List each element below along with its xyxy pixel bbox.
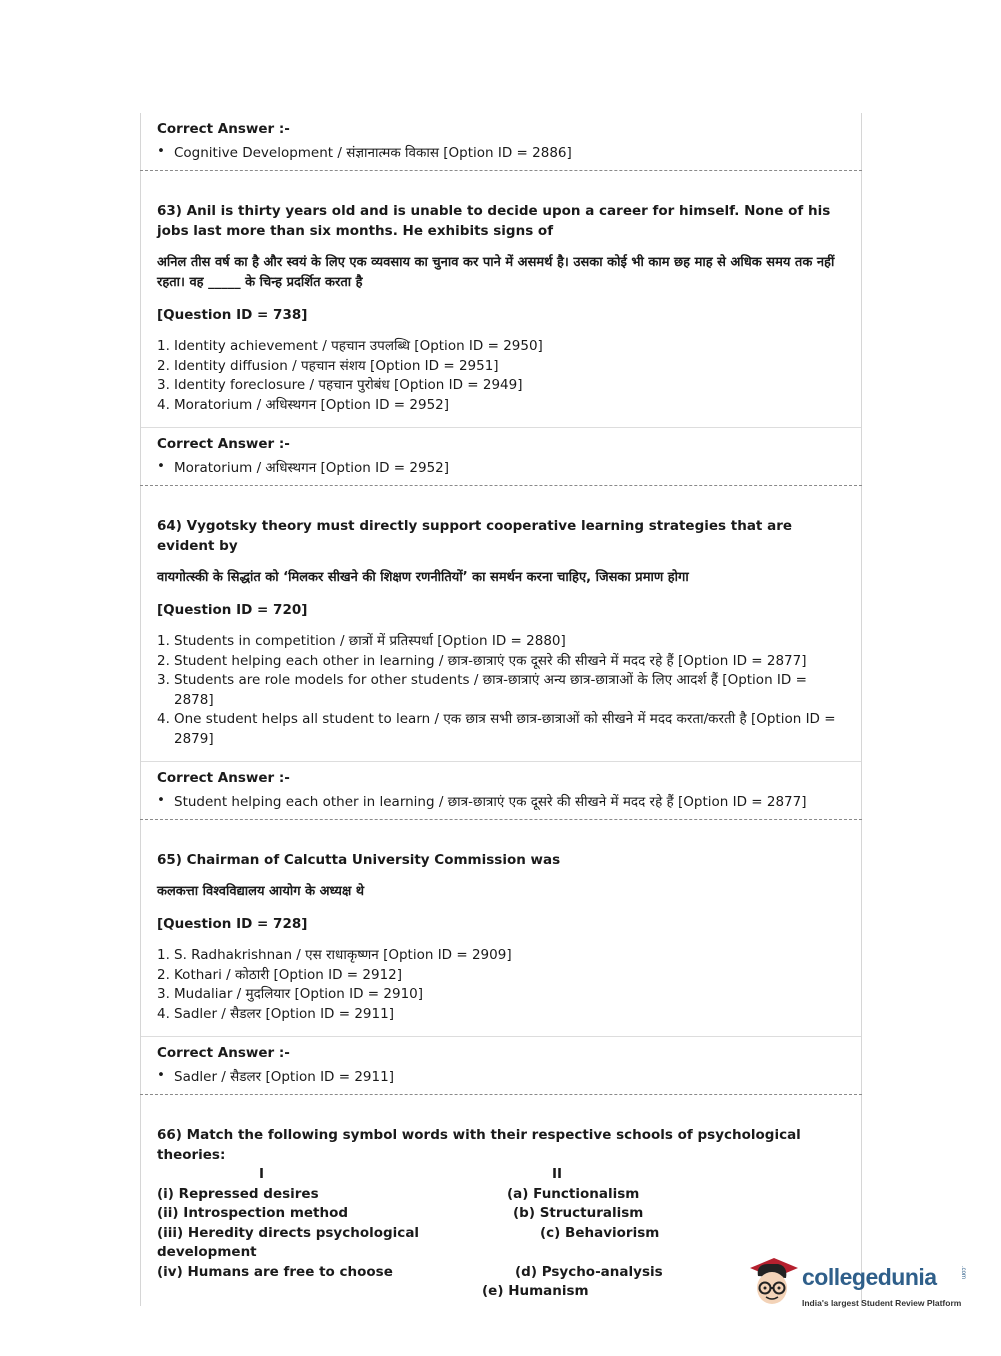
question-65-hindi-text: कलकत्ता विश्वविद्यालय आयोग के अध्यक्ष थे xyxy=(157,884,365,899)
match-left xyxy=(157,1282,507,1302)
match-right: (d) Psycho-analysis xyxy=(515,1263,663,1280)
match-row xyxy=(157,1263,845,1283)
option-number: 4. xyxy=(157,711,170,727)
question-paper-page xyxy=(140,113,862,1306)
correct-answer-label: Correct Answer :- xyxy=(157,121,290,137)
question-64-hindi-text: वायगोत्स्की के सिद्धांत को ‘मिलकर सीखने की शिक्षण रणनीतियों’ का समर्थन करना चाहिए, जिसका प्रमाण होगा xyxy=(157,570,689,585)
option-item xyxy=(157,671,845,710)
match-left: (ii) Introspection method xyxy=(157,1205,349,1221)
column-ii-header: II xyxy=(552,1166,563,1182)
correct-answer-item xyxy=(157,792,845,810)
correct-answer-text: Moratorium / अधिस्थगन [Option ID = 2952] xyxy=(174,460,450,476)
question-66-text: 66) Match the following symbol words with their respective schools of psychological theories: xyxy=(157,1127,801,1163)
correct-answer-label: Correct Answer :- xyxy=(157,1045,290,1061)
option-item xyxy=(157,966,845,986)
option-number: 4. xyxy=(157,1005,170,1022)
match-row xyxy=(157,1282,845,1302)
option-number: 1. xyxy=(157,338,170,354)
option-item xyxy=(157,985,845,1005)
option-number: 2. xyxy=(157,357,170,374)
match-right: (a) Functionalism xyxy=(507,1185,640,1202)
option-text: Kothari / कोठारी [Option ID = 2912] xyxy=(174,966,403,983)
match-right: (c) Behaviorism xyxy=(540,1224,660,1241)
correct-answer-text: Cognitive Development / संज्ञानात्मक विकास [Option ID = 2886] xyxy=(174,145,572,161)
mascot-icon xyxy=(744,1250,800,1312)
option-item xyxy=(157,376,845,396)
option-text: Students in competition / छात्रों में प्रतिस्पर्धा [Option ID = 2880] xyxy=(174,633,566,649)
option-text: One student helps all student to learn / एक छात्र सभी छात्र-छात्राओं को सीखने में मदद करता/करती है [Option ID = 2879] xyxy=(174,711,836,747)
option-item xyxy=(157,337,845,357)
question-64-text: 64) Vygotsky theory must directly support cooperative learning strategies that are evident by xyxy=(157,518,793,554)
option-item xyxy=(157,396,845,416)
question-63-text: 63) Anil is thirty years old and is unable to decide upon a career for himself. None of his jobs last more than six months. He exhibits signs of xyxy=(157,203,831,239)
logo-wordmark: collegedunia xyxy=(802,1264,937,1290)
option-text: Moratorium / अधिस्थगन [Option ID = 2952] xyxy=(174,396,450,413)
option-item xyxy=(157,357,845,377)
logo-tagline: India's largest Student Review Platform xyxy=(802,1298,962,1308)
correct-answer-item xyxy=(157,458,845,476)
option-text: Sadler / सैडलर [Option ID = 2911] xyxy=(174,1005,394,1022)
question-65-id: [Question ID = 728] xyxy=(157,916,308,932)
match-row xyxy=(157,1224,845,1263)
match-right: (e) Humanism xyxy=(482,1283,589,1299)
option-text: Student helping each other in learning / छात्र-छात्राएं एक दूसरे की सीखने में मदद रहे हैं [Option ID = 2877] xyxy=(174,652,807,669)
match-left: (i) Repressed desires xyxy=(157,1185,319,1202)
correct-answer-label: Correct Answer :- xyxy=(157,436,290,452)
match-header-row xyxy=(157,1165,845,1185)
question-65 xyxy=(140,820,862,1094)
option-text: Mudaliar / मुदलियार [Option ID = 2910] xyxy=(174,986,424,1002)
logo-suffix: .com xyxy=(960,1266,966,1280)
question-64-id: [Question ID = 720] xyxy=(157,602,308,618)
option-text: Identity foreclosure / पहचान पुरोबंध [Option ID = 2949] xyxy=(174,377,523,393)
option-number: 1. xyxy=(157,633,170,649)
match-left: (iv) Humans are free to choose xyxy=(157,1263,393,1280)
option-number: 3. xyxy=(157,986,170,1002)
bullet: • xyxy=(157,792,165,808)
question-63 xyxy=(140,171,862,485)
option-text: Students are role models for other students / छात्र-छात्राएं अन्य छात्र-छात्राओं के लिए आदर्श हैं [Option ID = 2878] xyxy=(174,672,807,708)
correct-answer-item xyxy=(157,143,845,161)
question-65-text: 65) Chairman of Calcutta University Commission was xyxy=(157,852,561,868)
option-number: 2. xyxy=(157,652,170,669)
correct-answer-item xyxy=(157,1067,845,1085)
correct-answer-text: Sadler / सैडलर [Option ID = 2911] xyxy=(174,1069,394,1085)
question-63-hindi-text: अनिल तीस वर्ष का है और स्वयं के लिए एक व्यवसाय का चुनाव कर पाने में असमर्थ है। उसका कोई भी काम छह माह से अधिक समय तक नहीं रहता। वह _____ के चिन्ह प्रदर्शित करता है xyxy=(157,255,835,290)
option-item xyxy=(157,710,845,749)
option-item xyxy=(157,632,845,652)
bullet: • xyxy=(157,143,165,159)
option-item xyxy=(157,946,845,966)
question-63-id: [Question ID = 738] xyxy=(157,307,308,323)
option-number: 3. xyxy=(157,672,170,688)
match-row xyxy=(157,1185,845,1205)
match-row xyxy=(157,1204,845,1224)
column-i-header: I xyxy=(259,1166,265,1182)
correct-answer-text: Student helping each other in learning / छात्र-छात्राएं एक दूसरे की सीखने में मदद रहे हैं [Option ID = 2877] xyxy=(174,794,807,810)
option-item xyxy=(157,1005,845,1025)
correct-answer-label: Correct Answer :- xyxy=(157,770,290,786)
option-number: 3. xyxy=(157,377,170,393)
match-left: (iii) Heredity directs psychological development xyxy=(157,1224,420,1260)
question-64 xyxy=(140,486,862,819)
option-text: Identity diffusion / पहचान संशय [Option ID = 2951] xyxy=(174,357,499,374)
option-text: S. Radhakrishnan / एस राधाकृष्णन [Option ID = 2909] xyxy=(174,947,512,963)
option-number: 2. xyxy=(157,966,170,983)
collegedunia-logo xyxy=(744,1250,969,1320)
option-item xyxy=(157,652,845,672)
bullet: • xyxy=(157,458,165,474)
answer-62-block xyxy=(140,113,862,170)
option-number: 1. xyxy=(157,947,170,963)
option-text: Identity achievement / पहचान उपलब्धि [Option ID = 2950] xyxy=(174,338,543,354)
bullet: • xyxy=(157,1067,165,1083)
match-right: (b) Structuralism xyxy=(513,1205,644,1221)
option-number: 4. xyxy=(157,396,170,413)
